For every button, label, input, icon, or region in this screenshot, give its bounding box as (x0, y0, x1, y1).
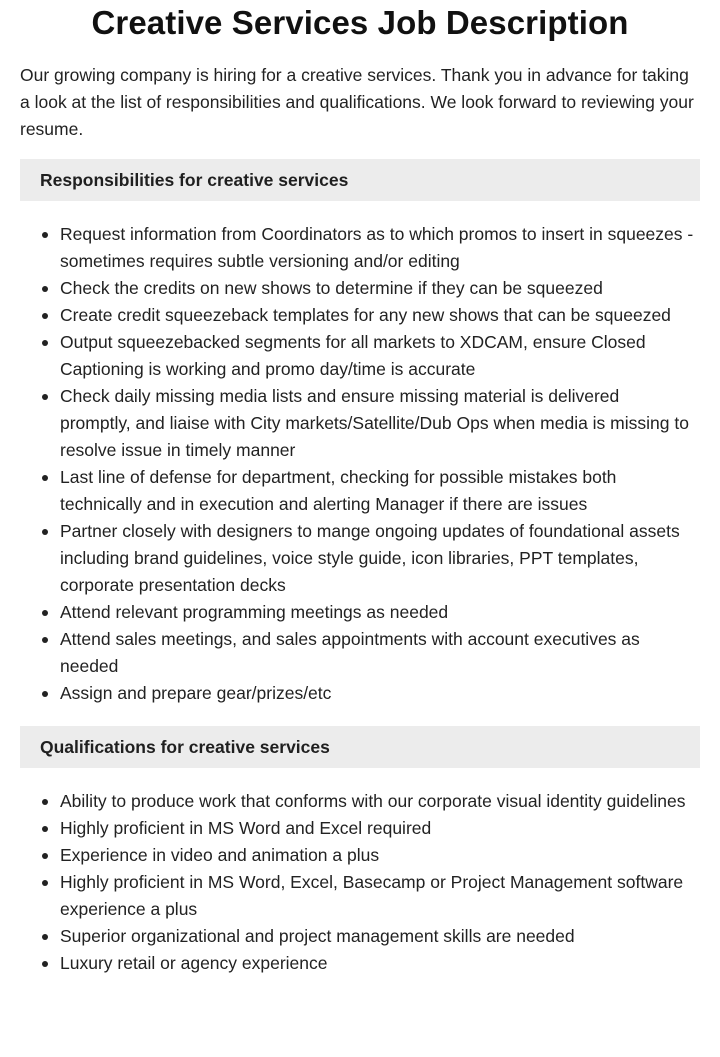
bullet-icon (42, 637, 48, 643)
page-title: Creative Services Job Description (91, 4, 629, 41)
bullet-icon (42, 961, 48, 967)
bullet-icon (42, 610, 48, 616)
bullet-icon (42, 799, 48, 805)
list-item-text: Partner closely with designers to mange ongoing updates of foundational assets including brand guidelines, voice style guide, icon libraries, PPT templates, corporate presentation decks (60, 521, 680, 595)
list-item (60, 626, 700, 680)
list-item (60, 680, 700, 707)
list-item (60, 221, 700, 275)
list-item (60, 383, 700, 464)
list-item-text: Output squeezebacked segments for all markets to XDCAM, ensure Closed Captioning is working and promo day/time is accurate (60, 332, 646, 379)
list-item (60, 329, 700, 383)
list-item (60, 950, 700, 977)
list-item-text: Luxury retail or agency experience (60, 953, 328, 973)
list-item-text: Last line of defense for department, checking for possible mistakes both technically and in execution and alerting Manager if there are issues (60, 467, 617, 514)
bullet-icon (42, 529, 48, 535)
bullet-icon (42, 475, 48, 481)
list-item-text: Check daily missing media lists and ensure missing material is delivered promptly, and liaise with City markets/Satellite/Dub Ops when media is missing to resolve issue in timely manner (60, 386, 689, 460)
list-item-text: Create credit squeezeback templates for any new shows that can be squeezed (60, 305, 671, 325)
list-item (60, 815, 700, 842)
bullet-icon (42, 691, 48, 697)
list-item (60, 275, 700, 302)
list-item (60, 599, 700, 626)
bullet-icon (42, 394, 48, 400)
list-item-text: Ability to produce work that conforms with our corporate visual identity guidelines (60, 791, 686, 811)
bullet-icon (42, 853, 48, 859)
list-item-text: Check the credits on new shows to determine if they can be squeezed (60, 278, 603, 298)
list-item-text: Attend relevant programming meetings as needed (60, 602, 449, 622)
bullet-icon (42, 232, 48, 238)
bullet-icon (42, 826, 48, 832)
list-item-text: Attend sales meetings, and sales appointments with account executives as needed (60, 629, 640, 676)
list-item-text: Experience in video and animation a plus (60, 845, 380, 865)
list-item-text: Highly proficient in MS Word and Excel required (60, 818, 432, 838)
list-item-text: Assign and prepare gear/prizes/etc (60, 683, 332, 703)
list-item-text: Superior organizational and project management skills are needed (60, 926, 575, 946)
qualifications-list (20, 788, 700, 977)
list-item (60, 788, 700, 815)
bullet-icon (42, 934, 48, 940)
bullet-icon (42, 880, 48, 886)
qualifications-heading: Qualifications for creative services (40, 736, 330, 757)
intro-paragraph: Our growing company is hiring for a creative services. Thank you in advance for taking a look at the list of responsibilities and qualifications. We look forward to reviewing your resume. (20, 65, 694, 139)
list-item (60, 518, 700, 599)
bullet-icon (42, 286, 48, 292)
list-item-text: Highly proficient in MS Word, Excel, Basecamp or Project Management software experience a plus (60, 872, 684, 919)
qualifications-header (20, 726, 700, 768)
responsibilities-list (20, 221, 700, 707)
list-item (60, 923, 700, 950)
bullet-icon (42, 313, 48, 319)
list-item-text: Request information from Coordinators as to which promos to insert in squeezes - sometimes requires subtle versioning and/or editing (60, 224, 694, 271)
responsibilities-header (20, 159, 700, 201)
list-item (60, 302, 700, 329)
list-item (60, 842, 700, 869)
list-item (60, 869, 700, 923)
list-item (60, 464, 700, 518)
responsibilities-heading: Responsibilities for creative services (40, 169, 349, 190)
bullet-icon (42, 340, 48, 346)
